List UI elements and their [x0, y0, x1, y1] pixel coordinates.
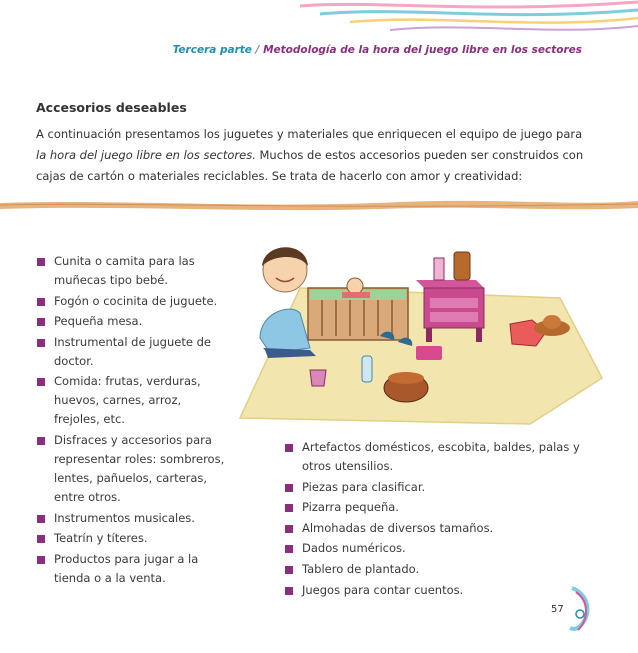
folded-cloth	[416, 346, 442, 360]
list-item: Juegos para contar cuentos.	[284, 581, 584, 600]
pink-table	[416, 252, 484, 342]
cup	[310, 370, 326, 386]
corner-ribbon-icon	[566, 584, 598, 634]
bottle	[362, 356, 372, 382]
list-item: Productos para jugar a la tienda o a la venta.	[36, 550, 228, 588]
intro-italic-text: la hora del juego libre en los sectores.	[36, 148, 256, 162]
page-number: 57	[551, 604, 564, 615]
list-item: Almohadas de diversos tamaños.	[284, 519, 584, 538]
header-separator: /	[251, 44, 264, 56]
list-item: Dados numéricos.	[284, 539, 584, 558]
list-item: Instrumentos musicales.	[36, 509, 228, 528]
running-header	[173, 44, 582, 56]
section-title: Accesorios deseables	[36, 100, 187, 115]
intro-text-before: A continuación presentamos los juguetes y materiales que enriquecen el equipo de juego para	[36, 127, 583, 141]
list-item: Teatrín y títeres.	[36, 529, 228, 548]
header-part: Tercera parte	[172, 44, 252, 56]
header-subtitle: Metodología de la hora del juego libre en los sectores	[263, 44, 582, 56]
list-item: Piezas para clasificar.	[284, 478, 584, 497]
list-item: Tablero de plantado.	[284, 560, 584, 579]
decorative-waves	[300, 0, 638, 40]
list-item: Comida: frutas, verduras, huevos, carnes, arroz, frejoles, etc.	[36, 372, 228, 429]
watercolor-divider	[0, 196, 638, 214]
crib-illustration	[308, 278, 408, 340]
pot	[384, 372, 428, 402]
list-item: Cunita o camita para las muñecas tipo bebé.	[36, 252, 228, 290]
left-accessories-list	[36, 252, 228, 589]
list-item: Disfraces y accesorios para representar roles: sombreros, lentes, pañuelos, carteras, entre otros.	[36, 431, 228, 507]
list-item: Pizarra pequeña.	[284, 498, 584, 517]
list-item: Instrumental de juguete de doctor.	[36, 333, 228, 371]
intro-text-after: Muchos de estos accesorios pueden ser construidos con cajas de cartón o materiales reciclables. Se trata de hacerlo con amor y creatividad:	[36, 148, 584, 183]
right-accessories-list	[284, 438, 584, 601]
intro-paragraph	[36, 124, 596, 187]
list-item: Pequeña mesa.	[36, 312, 228, 331]
list-item: Fogón o cocinita de juguete.	[36, 292, 228, 311]
list-item: Artefactos domésticos, escobita, baldes, palas y otros utensilios.	[284, 438, 584, 476]
children-play-illustration	[230, 228, 610, 430]
